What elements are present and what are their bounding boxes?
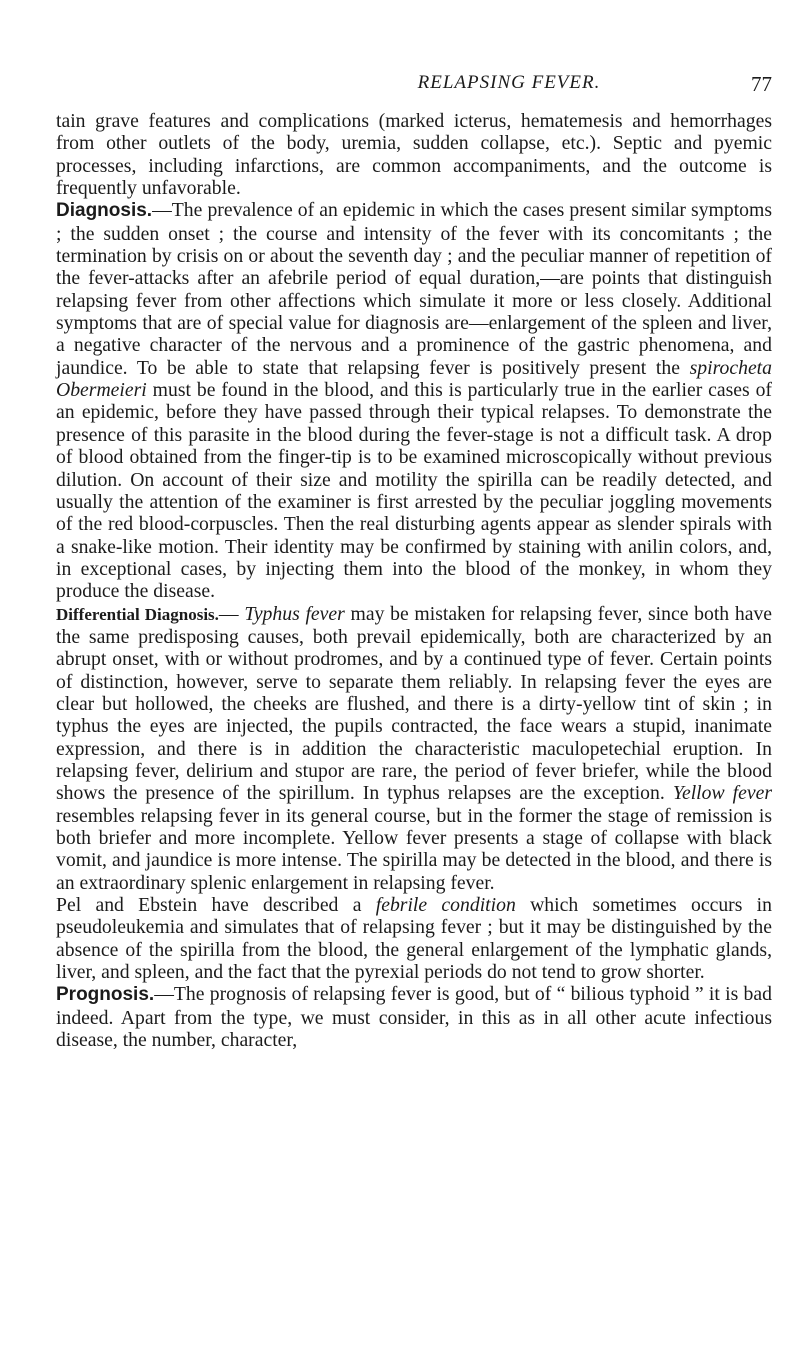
- running-head: RELAPSING FEVER.: [417, 72, 601, 93]
- pel-text-2: which sometimes occurs in pseudoleukemia and simulates that of relapsing fever ; but it may be distinguished by the absence of the spirilla from the blood, the general enlargement of the lymphatic glands, liver, and spleen, and the fact that the pyrexial periods do not tend to grow shorter.: [56, 894, 772, 984]
- paragraph-differential-diagnosis: [56, 603, 772, 894]
- differential-dash: —: [218, 602, 245, 625]
- prognosis-text: —The prognosis of relapsing fever is good, but of “ bilious typhoid ” it is bad indeed. Apart from the type, we must consider, in this as in all other acute infectious disease, the number, character,: [56, 983, 772, 1052]
- paragraph-prognosis: [56, 983, 772, 1051]
- diagnosis-text-1: —The prevalence of an epidemic in which the cases present similar symptoms ; the sudden onset ; the course and intensity of the fever with its concomitants ; the termination by crisis on or about the seventh day ; and the peculiar manner of repetition of the fever-attacks after an afebrile period of equal duration,—are points that distinguish relapsing fever from other affections which simulate it more or less closely. Additional symptoms that are of special value for diagnosis are—enlargement of the spleen and liver, a negative character of the nervous and a prominence of the gastric phenomena, and jaundice. To be able to state that relapsing fever is positively present the: [56, 199, 772, 379]
- pel-text-1: Pel and Ebstein have described a: [56, 894, 376, 917]
- paragraph-continuation: tain grave features and complications (marked icterus, hematemesis and hemorrhages from other outlets of the body, uremia, sudden collapse, etc.). Septic and pyemic processes, including infarctions, are common accompaniments, and the outcome is frequently unfavorable.: [56, 110, 772, 200]
- page-header: [56, 72, 772, 102]
- differential-text-1: may be mistaken for relapsing fever, since both have the same predisposing causes, both prevail epidemically, both are characterized by an abrupt onset, with or without prodromes, and by a continued type of fever. Certain points of distinction, however, serve to separate them reliably. In relapsing fever the eyes are clear but hollowed, the cheeks are flushed, and there is a dirty-yellow tint of skin ; in typhus the eyes are injected, the pupils contracted, the face wears a stupid, inanimate expression, and there is in addition the characteristic maculopetechial eruption. In relapsing fever, delirium and stupor are rare, the period of fever briefer, while the blood shows the presence of the spirillum. In typhus relapses are the exception.: [56, 602, 773, 805]
- pel-febrile-condition: febrile condition: [375, 894, 516, 917]
- section-heading-prognosis: Prognosis.: [56, 984, 155, 1006]
- page-number: 77: [751, 72, 772, 96]
- paragraph-diagnosis: [56, 199, 772, 602]
- paragraph-pel-ebstein: [56, 894, 772, 983]
- section-heading-diagnosis: Diagnosis.: [56, 200, 153, 222]
- diagnosis-organism-name: spirocheta Obermeieri: [56, 356, 772, 402]
- diagnosis-text-2: must be found in the blood, and this is particularly true in the earlier cases of an epidemic, before they have passed through their typical relapses. To demonstrate the presence of this parasite in the blood during the fever-stage is not a difficult task. A drop of blood obtained from the finger-tip is to be examined microscopically without previous dilution. On account of their size and motility the spirilla can be readily detected, and usually the attention of the examiner is first arrested by the peculiar joggling movements of the red blood-corpuscles. Then the real disturbing agents appear as slender spirals with a snake-like motion. Their identity may be confirmed by staining with anilin colors, and, in exceptional cases, by injecting them into the blood of the monkey, in whom they produce the disease.: [56, 379, 772, 603]
- differential-typhus: Typhus fever: [244, 602, 345, 625]
- differential-text-2: resembles relapsing fever in its general course, but in the former the stage of remission is both briefer and more incomplete. Yellow fever presents a stage of collapse with black vomit, and jaundice is more intense. The spirilla may be detected in the blood, and there is an extraordinary splenic enlargement in relapsing fever.: [56, 804, 772, 894]
- page-body: [56, 110, 772, 1051]
- differential-yellow-fever: Yellow fever: [672, 782, 772, 805]
- section-heading-differential: Differential Diagnosis.: [56, 604, 219, 624]
